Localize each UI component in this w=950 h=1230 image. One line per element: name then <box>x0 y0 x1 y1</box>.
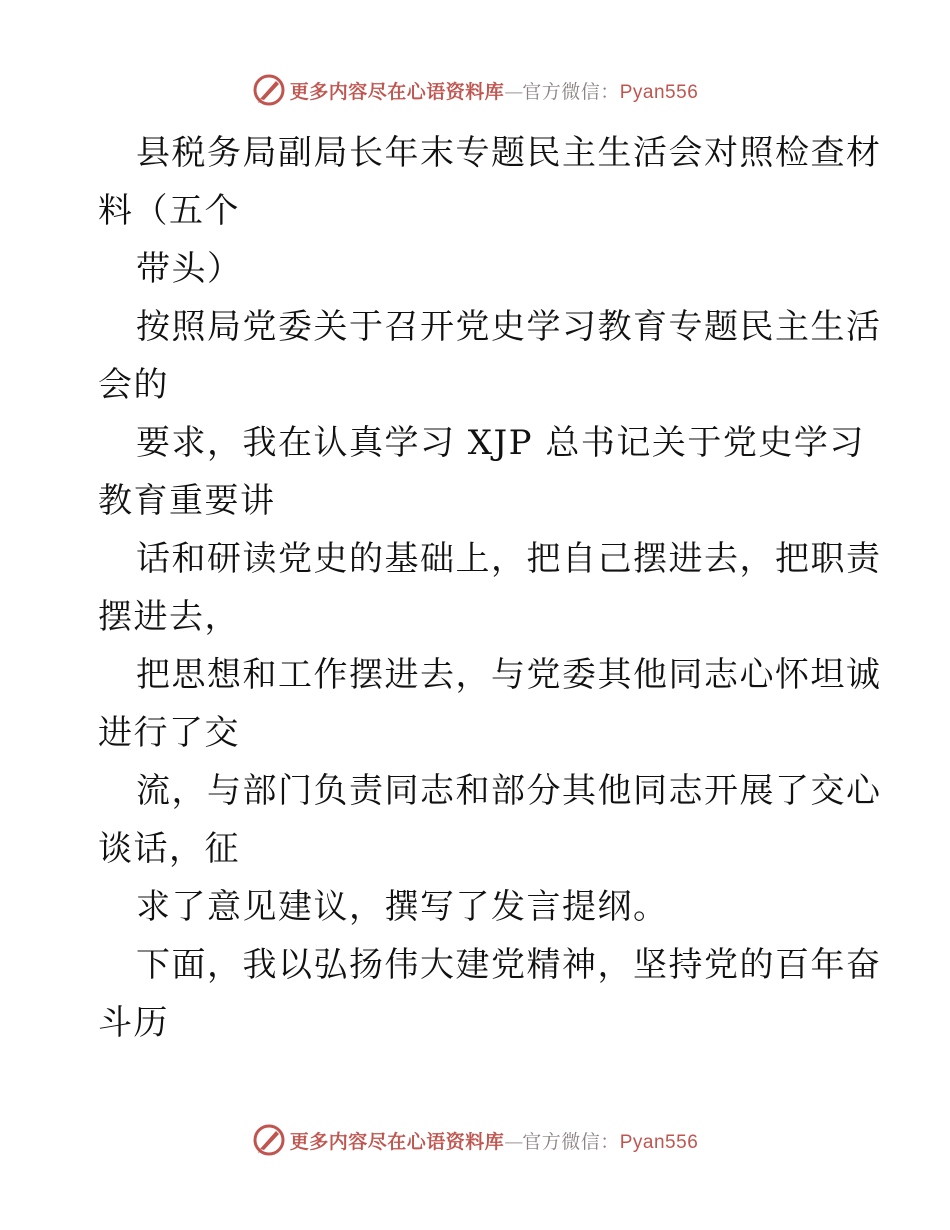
watermark-dash: — <box>504 1130 523 1153</box>
text-line: 下面，我以弘扬伟大建党精神，坚持党的百年奋 <box>136 945 882 985</box>
quill-logo-icon <box>252 73 286 107</box>
watermark-account: Pyan556 <box>619 1131 699 1153</box>
text-line: 料（五个 <box>98 191 240 231</box>
watermark-site-name: 更多内容尽在心语资料库 <box>289 80 505 103</box>
header-watermark <box>0 72 950 108</box>
footer-watermark <box>0 1122 950 1158</box>
watermark-site-name: 更多内容尽在心语资料库 <box>289 1130 505 1153</box>
text-line: 流，与部门负责同志和部分其他同志开展了交心 <box>136 771 882 811</box>
text-line: 摆进去， <box>98 597 240 637</box>
text-line: 把思想和工作摆进去，与党委其他同志心怀坦诚 <box>136 655 882 695</box>
text-line: 教育重要讲 <box>98 481 276 521</box>
text-line: 求了意见建议，撰写了发言提纲。 <box>136 887 669 927</box>
document-body <box>98 124 882 1052</box>
text-line: 带头） <box>136 249 243 289</box>
watermark-dash: — <box>504 80 523 103</box>
text-line: 进行了交 <box>98 713 240 753</box>
quill-logo-icon <box>252 1123 286 1157</box>
text-line: 县税务局副局长年末专题民主生活会对照检查材 <box>136 133 882 173</box>
text-line: 按照局党委关于召开党史学习教育专题民主生活 <box>136 307 882 347</box>
text-line: 要求，我在认真学习 XJP 总书记关于党史学习 <box>136 423 865 463</box>
text-line: 会的 <box>98 365 169 405</box>
watermark-wechat-label: 官方微信： <box>522 80 620 103</box>
text-line: 话和研读党史的基础上，把自己摆进去，把职责 <box>136 539 882 579</box>
text-line: 斗历 <box>98 1003 169 1043</box>
watermark-wechat-label: 官方微信： <box>522 1130 620 1153</box>
watermark-text <box>290 77 699 104</box>
text-line: 谈话，征 <box>98 829 240 869</box>
watermark-account: Pyan556 <box>619 81 699 103</box>
watermark-text <box>290 1127 699 1154</box>
